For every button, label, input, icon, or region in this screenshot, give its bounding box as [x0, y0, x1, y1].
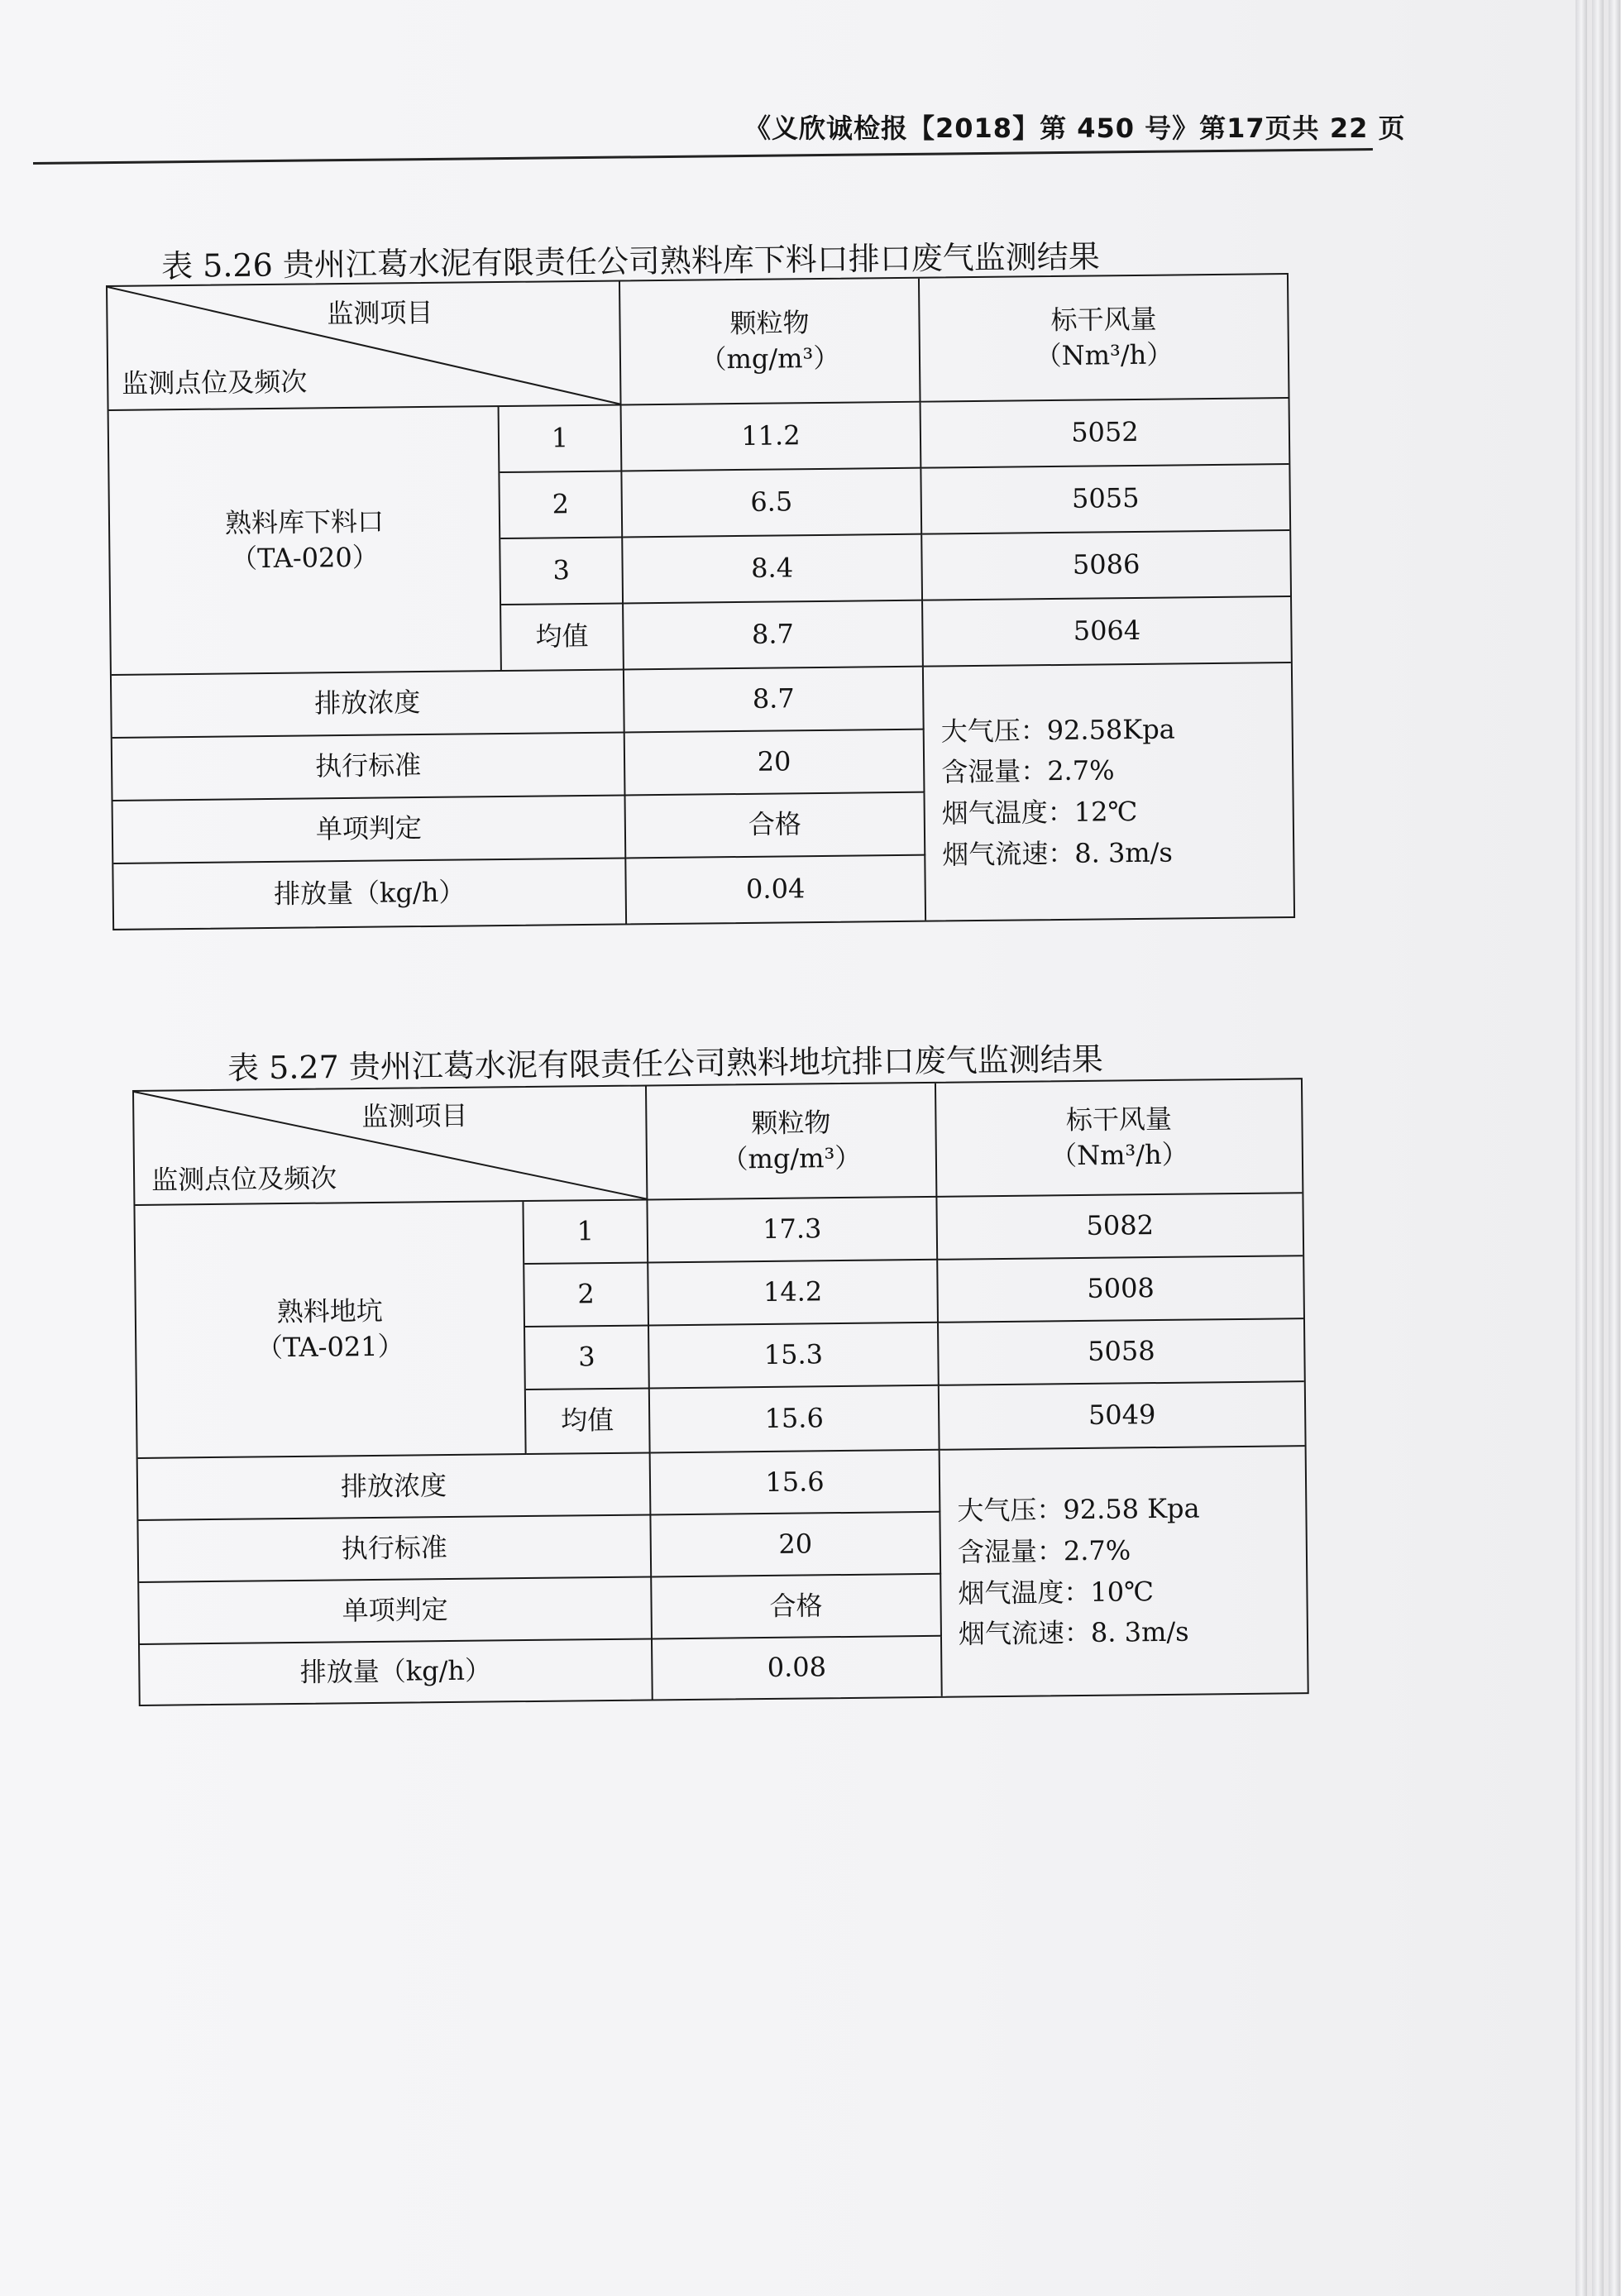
conditions-notes	[940, 1447, 1308, 1696]
diagonal-header-cell	[108, 281, 622, 410]
flow-cell: 5008	[938, 1256, 1303, 1323]
summary-label: 排放量（kg/h）	[113, 859, 627, 928]
summary-value: 8.7	[624, 667, 925, 734]
column-name: 标干风量	[1050, 303, 1157, 336]
diagonal-header-cell	[134, 1086, 648, 1205]
column-unit: （Nm³/h）	[1050, 1138, 1188, 1172]
note-humidity: 含湿量：2.7%	[941, 754, 1115, 788]
particulate-cell: 17.3	[648, 1198, 938, 1264]
column-unit: （Nm³/h）	[1035, 338, 1174, 372]
summary-value: 20	[625, 730, 925, 796]
note-velocity: 烟气流速：8. 3m/s	[958, 1615, 1189, 1650]
location-name: 熟料库下料口	[224, 505, 385, 539]
freq-cell: 2	[500, 471, 623, 539]
summary-value: 15.6	[651, 1451, 941, 1516]
summary-value: 0.04	[626, 856, 926, 924]
table-caption: 表 5.27 贵州江葛水泥有限责任公司熟料地坑排口废气监测结果	[227, 1040, 1104, 1087]
location-name: 熟料地坑	[276, 1294, 384, 1327]
freq-cell: 均值	[526, 1389, 651, 1455]
flow-cell: 5082	[937, 1193, 1303, 1260]
particulate-cell: 14.2	[648, 1260, 939, 1327]
summary-value: 合格	[626, 793, 926, 859]
summary-label: 执行标准	[112, 733, 626, 801]
summary-label: 排放浓度	[112, 670, 625, 738]
column-name: 标干风量	[1065, 1103, 1173, 1136]
flow-cell: 5086	[922, 531, 1290, 601]
note-temperature: 烟气温度：10℃	[958, 1575, 1155, 1610]
column-header-particulate	[647, 1083, 937, 1201]
note-humidity: 含湿量：2.7%	[957, 1534, 1131, 1568]
summary-label: 执行标准	[138, 1515, 652, 1582]
particulate-cell: 8.4	[623, 535, 923, 605]
column-unit: （mg/m³）	[700, 342, 840, 375]
flow-cell: 5064	[923, 597, 1291, 667]
page-edge	[1592, 0, 1604, 2296]
monitoring-table	[132, 1078, 1309, 1706]
flow-cell: 5058	[939, 1319, 1304, 1386]
column-header-flow	[936, 1079, 1302, 1198]
location-cell	[109, 407, 502, 676]
freq-cell: 3	[500, 538, 624, 605]
summary-value: 合格	[652, 1575, 942, 1640]
column-unit: （mg/m³）	[721, 1141, 862, 1175]
diag-header-bottom: 监测点位及频次	[151, 1162, 337, 1196]
summary-label: 单项判定	[113, 796, 627, 863]
monitoring-table	[106, 273, 1295, 930]
location-code: （TA-020）	[230, 541, 379, 575]
diag-header-top: 监测项目	[361, 1099, 468, 1133]
location-code: （TA-021）	[256, 1330, 404, 1364]
particulate-cell: 8.7	[624, 601, 924, 671]
page-edge	[1609, 0, 1620, 2296]
freq-cell: 3	[525, 1326, 650, 1390]
note-temperature: 烟气温度：12℃	[941, 795, 1138, 830]
conditions-notes	[924, 663, 1293, 921]
freq-cell: 均值	[501, 604, 624, 672]
particulate-cell: 15.6	[650, 1386, 940, 1454]
particulate-cell: 15.3	[649, 1323, 940, 1390]
summary-label: 排放浓度	[138, 1453, 652, 1520]
location-cell	[135, 1202, 526, 1459]
note-velocity: 烟气流速：8. 3m/s	[942, 836, 1174, 871]
particulate-cell: 6.5	[622, 469, 922, 538]
flow-cell: 5052	[921, 399, 1289, 469]
flow-cell: 5049	[940, 1382, 1305, 1451]
freq-cell: 2	[524, 1263, 649, 1327]
column-header-flow	[920, 275, 1289, 403]
column-header-particulate	[620, 279, 921, 406]
column-name: 颗粒物	[751, 1106, 831, 1139]
freq-cell: 1	[500, 405, 623, 473]
note-pressure: 大气压：92.58Kpa	[940, 713, 1175, 748]
flow-cell: 5055	[921, 465, 1289, 535]
summary-label: 排放量（kg/h）	[140, 1639, 653, 1704]
note-pressure: 大气压：92.58 Kpa	[957, 1492, 1200, 1527]
table-caption: 表 5.26 贵州江葛水泥有限责任公司熟料库下料口排口废气监测结果	[160, 238, 1101, 285]
particulate-cell: 11.2	[622, 403, 922, 472]
summary-value: 0.08	[653, 1637, 943, 1700]
page-edge	[1576, 0, 1587, 2296]
freq-cell: 1	[524, 1200, 648, 1265]
report-header: 《义欣诚检报【2018】第 450 号》第17页共 22 页	[744, 112, 1406, 144]
diag-header-top: 监测项目	[327, 296, 433, 330]
summary-label: 单项判定	[139, 1577, 653, 1644]
summary-value: 20	[651, 1513, 941, 1578]
diag-header-bottom: 监测点位及频次	[122, 366, 308, 399]
column-name: 颗粒物	[729, 306, 810, 339]
